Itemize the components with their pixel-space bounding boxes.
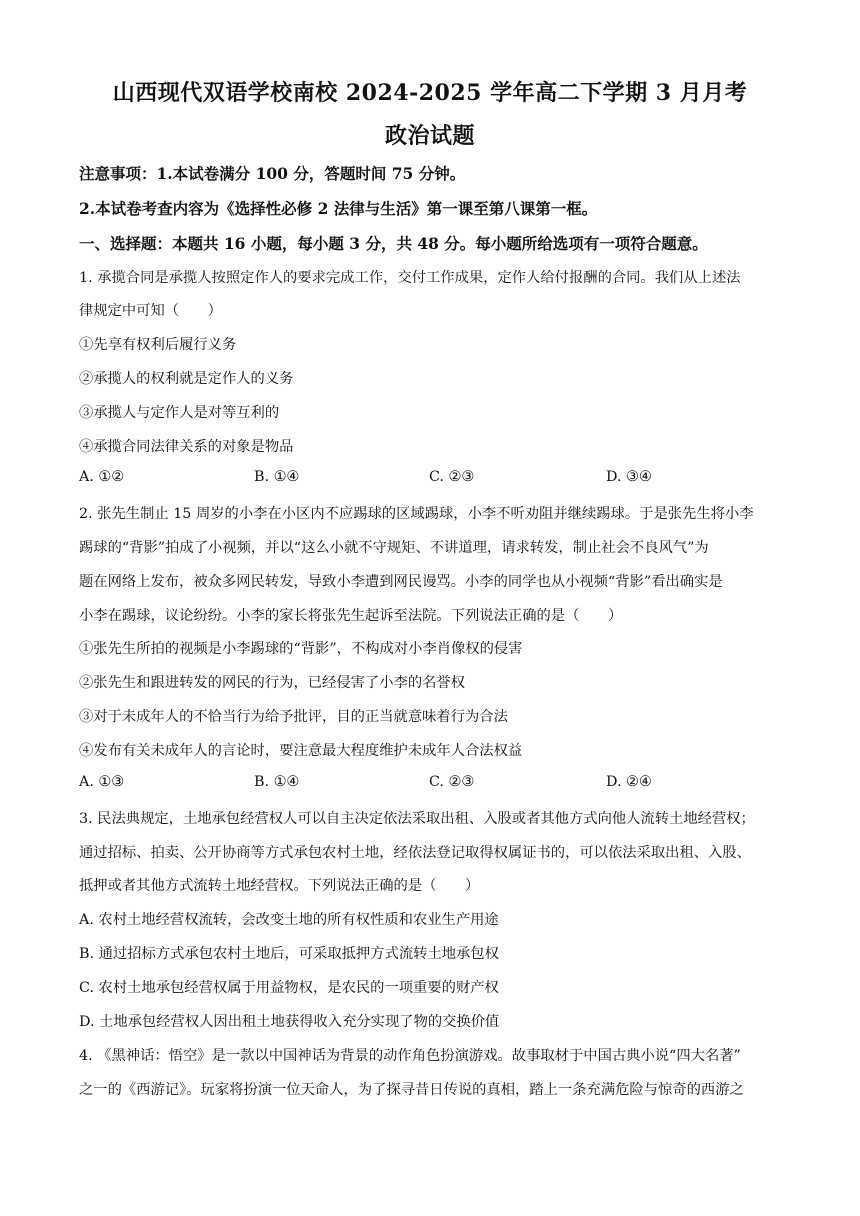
q2-stem-line-3: 题在网络上发布，被众多网民转发，导致小李遭到网民谩骂。小李的同学也从小视频“背影”看出确实是 — [79, 574, 723, 590]
exam-title: 山西现代双语学校南校 2024-2025 学年高二下学期 3 月月考 — [112, 80, 748, 106]
q1-statement-4: ④承揽合同法律关系的对象是物品 — [79, 439, 294, 455]
notice-line-2: 2.本试卷考查内容为《选择性必修 2 法律与生活》第一课至第八课第一框。 — [79, 199, 598, 218]
exam-subject: 政治试题 — [384, 123, 475, 149]
q1-statement-2: ②承揽人的权利就是定作人的义务 — [79, 371, 294, 387]
q2-option-c: C. ②③ — [429, 774, 475, 790]
q4-stem-line-1: 4. 《黑神话：悟空》是一款以中国神话为背景的动作角色扮演游戏。故事取材于中国古典小说“四大名著” — [79, 1048, 741, 1064]
q2-stem-line-1: 2. 张先生制止 15 周岁的小李在小区内不应踢球的区域踢球，小李不听劝阻并继续踢球。于是张先生将小李 — [79, 506, 754, 522]
q1-option-a: A. ①② — [79, 469, 125, 485]
q1-option-b: B. ①④ — [254, 469, 300, 485]
q2-option-a: A. ①③ — [79, 774, 125, 790]
q2-stem-line-2: 踢球的“背影”拍成了小视频，并以“这么小就不守规矩、不讲道理，请求转发，制止社会不良风气”为 — [79, 540, 709, 556]
q2-statement-2: ②张先生和跟进转发的网民的行为，已经侵害了小李的名誉权 — [79, 675, 466, 691]
q2-statement-3: ③对于未成年人的不恰当行为给予批评，目的正当就意味着行为合法 — [79, 709, 508, 725]
section-heading: 一、选择题：本题共 16 小题，每小题 3 分，共 48 分。每小题所给选项有一项符合题意。 — [79, 234, 708, 253]
q4-stem-line-2: 之一的《西游记》。玩家将扮演一位天命人，为了探寻昔日传说的真相，踏上一条充满危险与惊奇的西游之 — [79, 1082, 744, 1098]
q2-option-b: B. ①④ — [254, 774, 300, 790]
q3-option-a: A. 农村土地经营权流转，会改变土地的所有权性质和农业生产用途 — [79, 912, 499, 928]
q1-statement-1: ①先享有权利后履行义务 — [79, 337, 237, 353]
q1-statement-3: ③承揽人与定作人是对等互利的 — [79, 405, 280, 421]
q2-option-d: D. ②④ — [606, 774, 652, 790]
q1-stem-line-1: 1. 承揽合同是承揽人按照定作人的要求完成工作，交付工作成果，定作人给付报酬的合同。我们从上述法 — [79, 270, 741, 286]
notice-line-1: 注意事项：1.本试卷满分 100 分，答题时间 75 分钟。 — [79, 164, 466, 183]
q3-option-b: B. 通过招标方式承包农村土地后，可采取抵押方式流转土地承包权 — [79, 946, 499, 962]
q1-option-c: C. ②③ — [429, 469, 475, 485]
q2-stem-line-4: 小李在踢球，议论纷纷。小李的家长将张先生起诉至法院。下列说法正确的是（ ） — [79, 608, 623, 624]
q3-option-c: C. 农村土地承包经营权属于用益物权，是农民的一项重要的财产权 — [79, 980, 499, 996]
q3-option-d: D. 土地承包经营权人因出租土地获得收入充分实现了物的交换价值 — [79, 1014, 500, 1030]
q3-stem-line-3: 抵押或者其他方式流转土地经营权。下列说法正确的是（ ） — [79, 878, 480, 894]
q3-stem-line-1: 3. 民法典规定，土地承包经营权人可以自主决定依法采取出租、入股或者其他方式向他人流转土地经营权； — [79, 811, 755, 827]
q1-stem-line-2: 律规定中可知（ ） — [79, 303, 222, 319]
q2-statement-4: ④发布有关未成年人的言论时，要注意最大程度维护未成年人合法权益 — [79, 743, 523, 759]
q1-option-d: D. ③④ — [606, 469, 652, 485]
q3-stem-line-2: 通过招标、拍卖、公开协商等方式承包农村土地，经依法登记取得权属证书的，可以依法采取出租、入股、 — [79, 845, 751, 861]
q2-statement-1: ①张先生所拍的视频是小李踢球的“背影”，不构成对小李肖像权的侵害 — [79, 641, 523, 657]
